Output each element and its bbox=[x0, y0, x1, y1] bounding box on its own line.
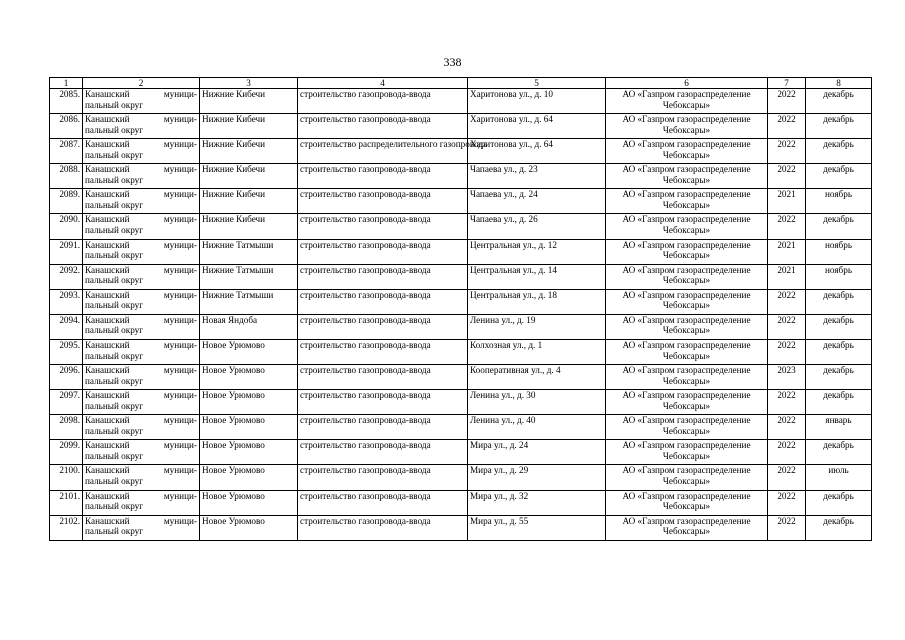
organization-line: Чебоксары» bbox=[662, 476, 711, 486]
work-type-cell: строительство газопровода-ввода bbox=[298, 239, 468, 264]
organization-line: АО «Газпром газораспределение bbox=[622, 390, 751, 401]
table-row bbox=[50, 365, 872, 390]
page-number: 338 bbox=[443, 55, 462, 69]
work-type-cell: строительство газопровода-ввода bbox=[298, 339, 468, 364]
month-cell: январь bbox=[806, 415, 872, 440]
organization-line: АО «Газпром газораспределение bbox=[622, 365, 751, 376]
month-cell: июль bbox=[806, 465, 872, 490]
district-name-hyphen: муници- bbox=[163, 314, 197, 325]
organization-line: Чебоксары» bbox=[662, 526, 711, 537]
district-name-hyphen: муници- bbox=[163, 339, 197, 350]
district-name-cont: пальный округ bbox=[85, 275, 144, 286]
month-cell: декабрь bbox=[806, 164, 872, 189]
settlement-cell: Нижние Татмыши bbox=[200, 239, 298, 264]
month-cell: декабрь bbox=[806, 515, 872, 540]
year-cell: 2022 bbox=[768, 339, 806, 364]
organization-line: АО «Газпром газораспределение bbox=[622, 339, 751, 350]
table-body bbox=[50, 89, 872, 541]
month-cell: декабрь bbox=[806, 139, 872, 164]
district-name-hyphen: муници- bbox=[163, 415, 197, 426]
address-cell: Ленина ул., д. 30 bbox=[468, 390, 606, 415]
organization-line: Чебоксары» bbox=[662, 250, 711, 261]
year-cell: 2021 bbox=[768, 264, 806, 289]
district-cell bbox=[83, 365, 200, 390]
district-name: Канашский bbox=[85, 415, 130, 426]
district-name-cont: пальный округ bbox=[85, 325, 144, 336]
organization-cell bbox=[606, 465, 768, 490]
district-cell bbox=[83, 314, 200, 339]
row-number: 2100. bbox=[50, 465, 83, 490]
work-type-cell: строительство газопровода-ввода bbox=[298, 390, 468, 415]
organization-cell bbox=[606, 139, 768, 164]
address-cell: Мира ул., д. 29 bbox=[468, 465, 606, 490]
district-name: Канашский bbox=[85, 239, 130, 250]
organization-line: Чебоксары» bbox=[662, 174, 711, 185]
address-cell: Харитонова ул., д. 64 bbox=[468, 114, 606, 139]
year-cell: 2022 bbox=[768, 164, 806, 189]
address-cell: Мира ул., д. 32 bbox=[468, 490, 606, 515]
month-cell: декабрь bbox=[806, 440, 872, 465]
work-type-cell: строительство газопровода-ввода bbox=[298, 314, 468, 339]
organization-line: Чебоксары» bbox=[662, 124, 711, 135]
district-name: Канашский bbox=[85, 390, 130, 401]
table-row bbox=[50, 89, 872, 114]
work-type-cell: строительство газопровода-ввода bbox=[298, 114, 468, 139]
district-name-cont: пальный округ bbox=[85, 149, 144, 160]
work-type-cell: строительство газопровода-ввода bbox=[298, 415, 468, 440]
organization-line: АО «Газпром газораспределение bbox=[622, 490, 751, 501]
district-name-hyphen: муници- bbox=[163, 390, 197, 401]
work-type-cell: строительство газопровода-ввода bbox=[298, 289, 468, 314]
row-number: 2102. bbox=[50, 515, 83, 540]
row-number: 2091. bbox=[50, 239, 83, 264]
settlement-cell: Нижние Кибечи bbox=[200, 114, 298, 139]
year-cell: 2022 bbox=[768, 289, 806, 314]
address-cell: Кооперативная ул., д. 4 bbox=[468, 365, 606, 390]
organization-cell bbox=[606, 490, 768, 515]
month-cell: ноябрь bbox=[806, 189, 872, 214]
organization-line: АО «Газпром газораспределение bbox=[622, 440, 751, 451]
row-number: 2089. bbox=[50, 189, 83, 214]
district-name-hyphen: муници- bbox=[163, 189, 197, 200]
year-cell: 2022 bbox=[768, 415, 806, 440]
district-name-hyphen: муници- bbox=[163, 139, 197, 150]
district-name: Канашский bbox=[85, 465, 130, 476]
work-type-cell: строительство газопровода-ввода bbox=[298, 365, 468, 390]
organization-line: Чебоксары» bbox=[662, 199, 711, 210]
district-name: Канашский bbox=[85, 189, 130, 200]
month-cell: декабрь bbox=[806, 490, 872, 515]
organization-cell bbox=[606, 365, 768, 390]
district-name-cont: пальный округ bbox=[85, 375, 144, 386]
year-cell: 2022 bbox=[768, 440, 806, 465]
settlement-cell: Нижние Кибечи bbox=[200, 164, 298, 189]
settlement-cell: Нижние Кибечи bbox=[200, 139, 298, 164]
district-name-cont: пальный округ bbox=[85, 526, 144, 537]
district-name-hyphen: муници- bbox=[163, 490, 197, 501]
organization-line: АО «Газпром газораспределение bbox=[622, 415, 751, 426]
organization-line: АО «Газпром газораспределение bbox=[622, 314, 751, 325]
settlement-cell: Новая Яндоба bbox=[200, 314, 298, 339]
organization-line: АО «Газпром газораспределение bbox=[622, 114, 751, 125]
table-row bbox=[50, 164, 872, 189]
organization-line: АО «Газпром газораспределение bbox=[622, 89, 751, 99]
district-cell bbox=[83, 189, 200, 214]
organization-line: Чебоксары» bbox=[662, 300, 711, 311]
row-number: 2097. bbox=[50, 390, 83, 415]
organization-line: АО «Газпром газораспределение bbox=[622, 139, 751, 150]
table-row bbox=[50, 440, 872, 465]
district-cell bbox=[83, 339, 200, 364]
district-cell bbox=[83, 415, 200, 440]
district-name-cont: пальный округ bbox=[85, 225, 144, 236]
district-cell bbox=[83, 289, 200, 314]
table-row bbox=[50, 114, 872, 139]
month-cell: декабрь bbox=[806, 339, 872, 364]
organization-cell bbox=[606, 339, 768, 364]
table-row bbox=[50, 415, 872, 440]
district-name: Канашский bbox=[85, 490, 130, 501]
address-cell: Чапаева ул., д. 24 bbox=[468, 189, 606, 214]
settlement-cell: Нижние Татмыши bbox=[200, 289, 298, 314]
year-cell: 2022 bbox=[768, 515, 806, 540]
address-cell: Чапаева ул., д. 23 bbox=[468, 164, 606, 189]
column-header: 8 bbox=[806, 78, 872, 89]
settlement-cell: Новое Урюмово bbox=[200, 490, 298, 515]
settlement-cell: Новое Урюмово bbox=[200, 515, 298, 540]
district-name-hyphen: муници- bbox=[163, 114, 197, 125]
district-name-hyphen: муници- bbox=[163, 239, 197, 250]
year-cell: 2022 bbox=[768, 490, 806, 515]
organization-cell bbox=[606, 214, 768, 239]
work-type-cell: строительство газопровода-ввода bbox=[298, 264, 468, 289]
address-cell: Мира ул., д. 24 bbox=[468, 440, 606, 465]
year-cell: 2022 bbox=[768, 465, 806, 490]
row-number: 2092. bbox=[50, 264, 83, 289]
district-cell bbox=[83, 465, 200, 490]
organization-cell bbox=[606, 164, 768, 189]
district-cell bbox=[83, 114, 200, 139]
table-row bbox=[50, 264, 872, 289]
work-type-cell: строительство газопровода-ввода bbox=[298, 89, 468, 114]
organization-cell bbox=[606, 189, 768, 214]
organization-line: АО «Газпром газораспределение bbox=[622, 515, 751, 526]
row-number: 2090. bbox=[50, 214, 83, 239]
district-cell bbox=[83, 139, 200, 164]
month-cell: ноябрь bbox=[806, 239, 872, 264]
organization-line: Чебоксары» bbox=[662, 400, 711, 411]
district-name: Канашский bbox=[85, 164, 130, 175]
organization-cell bbox=[606, 415, 768, 440]
row-number: 2093. bbox=[50, 289, 83, 314]
district-name: Канашский bbox=[85, 114, 130, 125]
organization-line: АО «Газпром газораспределение bbox=[622, 465, 751, 476]
work-type-cell: строительство газопровода-ввода bbox=[298, 465, 468, 490]
column-header: 1 bbox=[50, 78, 83, 89]
district-name: Канашский bbox=[85, 89, 130, 99]
district-name-cont: пальный округ bbox=[85, 199, 144, 210]
district-name: Канашский bbox=[85, 139, 130, 150]
organization-line: Чебоксары» bbox=[662, 325, 711, 336]
district-name-cont: пальный округ bbox=[85, 250, 144, 261]
table-row bbox=[50, 139, 872, 164]
month-cell: декабрь bbox=[806, 314, 872, 339]
column-number-row bbox=[50, 78, 872, 89]
organization-line: Чебоксары» bbox=[662, 450, 711, 461]
organization-cell bbox=[606, 440, 768, 465]
table-row bbox=[50, 214, 872, 239]
settlement-cell: Новое Урюмово bbox=[200, 365, 298, 390]
address-cell: Центральная ул., д. 12 bbox=[468, 239, 606, 264]
district-name-hyphen: муници- bbox=[163, 515, 197, 526]
column-header: 5 bbox=[468, 78, 606, 89]
organization-cell bbox=[606, 289, 768, 314]
month-cell: декабрь bbox=[806, 114, 872, 139]
settlement-cell: Новое Урюмово bbox=[200, 415, 298, 440]
organization-line: Чебоксары» bbox=[662, 375, 711, 386]
organization-line: АО «Газпром газораспределение bbox=[622, 289, 751, 300]
district-cell bbox=[83, 239, 200, 264]
address-cell: Чапаева ул., д. 26 bbox=[468, 214, 606, 239]
settlement-cell: Новое Урюмово bbox=[200, 390, 298, 415]
district-cell bbox=[83, 264, 200, 289]
settlement-cell: Нижние Кибечи bbox=[200, 189, 298, 214]
row-number: 2101. bbox=[50, 490, 83, 515]
district-cell bbox=[83, 89, 200, 114]
settlement-cell: Нижние Кибечи bbox=[200, 89, 298, 114]
organization-line: Чебоксары» bbox=[662, 275, 711, 286]
district-name: Канашский bbox=[85, 264, 130, 275]
year-cell: 2022 bbox=[768, 139, 806, 164]
district-name: Канашский bbox=[85, 440, 130, 451]
district-name-cont: пальный округ bbox=[85, 425, 144, 436]
month-cell: декабрь bbox=[806, 89, 872, 114]
address-cell: Ленина ул., д. 19 bbox=[468, 314, 606, 339]
organization-cell bbox=[606, 239, 768, 264]
month-cell: декабрь bbox=[806, 214, 872, 239]
district-name: Канашский bbox=[85, 289, 130, 300]
table-row bbox=[50, 465, 872, 490]
organization-line: Чебоксары» bbox=[662, 225, 711, 236]
district-name-cont: пальный округ bbox=[85, 476, 144, 486]
district-cell bbox=[83, 490, 200, 515]
month-cell: декабрь bbox=[806, 390, 872, 415]
district-cell bbox=[83, 390, 200, 415]
organization-cell bbox=[606, 515, 768, 540]
district-name-cont: пальный округ bbox=[85, 300, 144, 311]
row-number: 2095. bbox=[50, 339, 83, 364]
address-cell: Харитонова ул., д. 64 bbox=[468, 139, 606, 164]
district-name: Канашский bbox=[85, 214, 130, 225]
row-number: 2094. bbox=[50, 314, 83, 339]
table-row bbox=[50, 189, 872, 214]
work-type-cell: строительство газопровода-ввода bbox=[298, 164, 468, 189]
year-cell: 2021 bbox=[768, 239, 806, 264]
organization-line: Чебоксары» bbox=[662, 149, 711, 160]
column-header: 3 bbox=[200, 78, 298, 89]
register-table bbox=[49, 77, 872, 541]
year-cell: 2023 bbox=[768, 365, 806, 390]
district-name-cont: пальный округ bbox=[85, 350, 144, 361]
address-cell: Харитонова ул., д. 10 bbox=[468, 89, 606, 114]
address-cell: Центральная ул., д. 14 bbox=[468, 264, 606, 289]
organization-line: Чебоксары» bbox=[662, 501, 711, 512]
year-cell: 2022 bbox=[768, 214, 806, 239]
work-type-cell: строительство газопровода-ввода bbox=[298, 214, 468, 239]
table-row bbox=[50, 314, 872, 339]
row-number: 2098. bbox=[50, 415, 83, 440]
settlement-cell: Нижние Кибечи bbox=[200, 214, 298, 239]
row-number: 2099. bbox=[50, 440, 83, 465]
district-name-cont: пальный округ bbox=[85, 501, 144, 512]
organization-cell bbox=[606, 314, 768, 339]
address-cell: Ленина ул., д. 40 bbox=[468, 415, 606, 440]
district-cell bbox=[83, 440, 200, 465]
organization-cell bbox=[606, 89, 768, 114]
district-cell bbox=[83, 164, 200, 189]
year-cell: 2021 bbox=[768, 189, 806, 214]
settlement-cell: Нижние Татмыши bbox=[200, 264, 298, 289]
district-cell bbox=[83, 214, 200, 239]
organization-line: АО «Газпром газораспределение bbox=[622, 189, 751, 200]
organization-line: АО «Газпром газораспределение bbox=[622, 264, 751, 275]
organization-cell bbox=[606, 114, 768, 139]
table-row bbox=[50, 515, 872, 540]
settlement-cell: Новое Урюмово bbox=[200, 465, 298, 490]
district-name-cont: пальный округ bbox=[85, 450, 144, 461]
district-name-cont: пальный округ bbox=[85, 400, 144, 411]
district-name-cont: пальный округ bbox=[85, 174, 144, 185]
work-type-cell: строительство газопровода-ввода bbox=[298, 490, 468, 515]
district-name: Канашский bbox=[85, 365, 130, 376]
organization-cell bbox=[606, 264, 768, 289]
row-number: 2085. bbox=[50, 89, 83, 114]
year-cell: 2022 bbox=[768, 314, 806, 339]
work-type-cell: строительство газопровода-ввода bbox=[298, 189, 468, 214]
row-number: 2087. bbox=[50, 139, 83, 164]
organization-line: Чебоксары» bbox=[662, 425, 711, 436]
district-cell bbox=[83, 515, 200, 540]
district-name-hyphen: муници- bbox=[163, 440, 197, 451]
district-name: Канашский bbox=[85, 314, 130, 325]
district-name-hyphen: муници- bbox=[163, 264, 197, 275]
district-name-hyphen: муници- bbox=[163, 465, 197, 476]
district-name-cont: пальный округ bbox=[85, 99, 144, 110]
settlement-cell: Новое Урюмово bbox=[200, 339, 298, 364]
district-name-cont: пальный округ bbox=[85, 124, 144, 135]
column-header: 6 bbox=[606, 78, 768, 89]
district-name: Канашский bbox=[85, 339, 130, 350]
organization-line: АО «Газпром газораспределение bbox=[622, 214, 751, 225]
table-row bbox=[50, 490, 872, 515]
organization-line: АО «Газпром газораспределение bbox=[622, 239, 751, 250]
organization-line: Чебоксары» bbox=[662, 99, 711, 110]
year-cell: 2022 bbox=[768, 114, 806, 139]
table-row bbox=[50, 339, 872, 364]
district-name-hyphen: муници- bbox=[163, 365, 197, 376]
district-name-hyphen: муници- bbox=[163, 89, 197, 99]
table-row bbox=[50, 390, 872, 415]
row-number: 2088. bbox=[50, 164, 83, 189]
organization-line: Чебоксары» bbox=[662, 350, 711, 361]
month-cell: ноябрь bbox=[806, 264, 872, 289]
column-header: 4 bbox=[298, 78, 468, 89]
month-cell: декабрь bbox=[806, 289, 872, 314]
district-name: Канашский bbox=[85, 515, 130, 526]
row-number: 2086. bbox=[50, 114, 83, 139]
year-cell: 2022 bbox=[768, 390, 806, 415]
organization-cell bbox=[606, 390, 768, 415]
address-cell: Центральная ул., д. 18 bbox=[468, 289, 606, 314]
work-type-cell: строительство газопровода-ввода bbox=[298, 515, 468, 540]
work-type-cell: строительство распределительного газопровода bbox=[298, 139, 468, 164]
organization-line: АО «Газпром газораспределение bbox=[622, 164, 751, 175]
work-type-cell: строительство газопровода-ввода bbox=[298, 440, 468, 465]
district-name-hyphen: муници- bbox=[163, 164, 197, 175]
address-cell: Мира ул., д. 55 bbox=[468, 515, 606, 540]
row-number: 2096. bbox=[50, 365, 83, 390]
address-cell: Колхозная ул., д. 1 bbox=[468, 339, 606, 364]
year-cell: 2022 bbox=[768, 89, 806, 114]
district-name-hyphen: муници- bbox=[163, 214, 197, 225]
column-header: 2 bbox=[83, 78, 200, 89]
table-row bbox=[50, 289, 872, 314]
settlement-cell: Новое Урюмово bbox=[200, 440, 298, 465]
table-row bbox=[50, 239, 872, 264]
district-name-hyphen: муници- bbox=[163, 289, 197, 300]
column-header: 7 bbox=[768, 78, 806, 89]
month-cell: декабрь bbox=[806, 365, 872, 390]
